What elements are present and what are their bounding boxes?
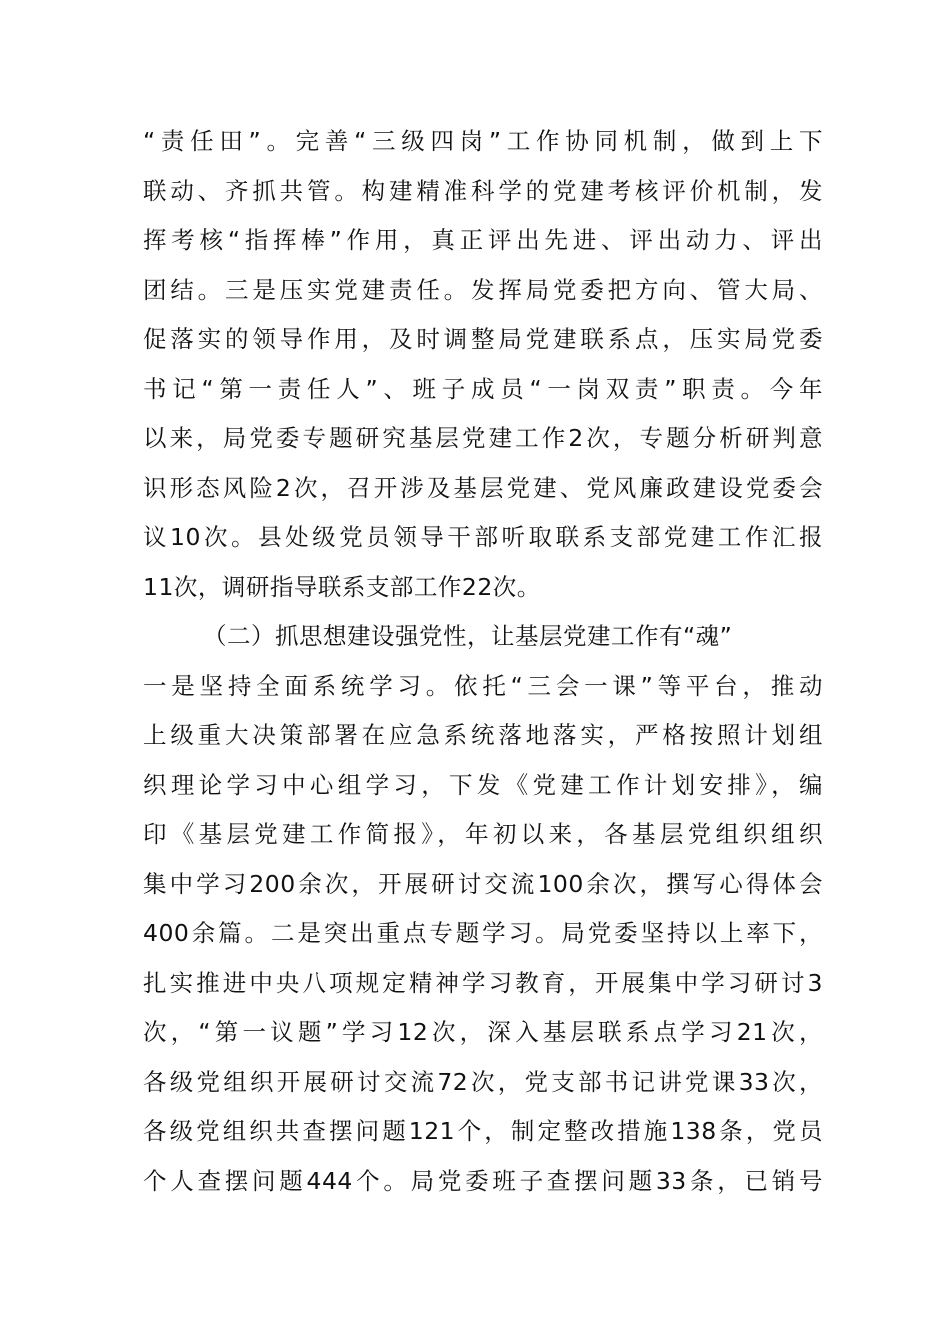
text-line: 各级党组织共查摆问题121个，制定整改措施138条，党员 bbox=[143, 1117, 823, 1145]
text-line: 联动、齐抓共管。构建精准科学的党建考核评价机制，发 bbox=[143, 176, 823, 205]
body-text bbox=[143, 117, 823, 1206]
text-line: 一是坚持全面系统学习。依托“三会一课”等平台，推动 bbox=[143, 671, 823, 700]
text-line: 集中学习200余次，开展研讨交流100余次，撰写心得体会 bbox=[143, 869, 823, 898]
text-line: 挥考核“指挥棒”作用，真正评出先进、评出动力、评出 bbox=[143, 226, 823, 254]
text-line: 书记“第一责任人”、班子成员“一岗双责”职责。今年 bbox=[143, 374, 823, 403]
text-line: 各级党组织开展研讨交流72次，党支部书记讲党课33次， bbox=[143, 1067, 823, 1096]
text-line: 扎实推进中央八项规定精神学习教育，开展集中学习研讨3 bbox=[143, 968, 823, 997]
text-line: 织理论学习中心组学习，下发《党建工作计划安排》，编 bbox=[143, 770, 823, 799]
text-line: 400余篇。二是突出重点专题学习。局党委坚持以上率下， bbox=[143, 919, 823, 947]
text-line: 团结。三是压实党建责任。发挥局党委把方向、管大局、 bbox=[143, 275, 823, 304]
text-line: 印《基层党建工作简报》，年初以来，各基层党组织组织 bbox=[143, 820, 823, 848]
text-line: 识形态风险2次，召开涉及基层党建、党风廉政建设党委会 bbox=[143, 473, 823, 502]
text-line: 以来，局党委专题研究基层党建工作2次，专题分析研判意 bbox=[143, 424, 823, 452]
text-line: 促落实的领导作用，及时调整局党建联系点，压实局党委 bbox=[143, 325, 823, 353]
text-line: “责任田”。完善“三级四岗”工作协同机制，做到上下 bbox=[143, 127, 823, 155]
section-heading: （二）抓思想建设强党性，让基层党建工作有“魂” bbox=[203, 622, 733, 650]
text-line: 次，“第一议题”学习12次，深入基层联系点学习21次， bbox=[143, 1018, 823, 1046]
text-line: 议10次。县处级党员领导干部听取联系支部党建工作汇报 bbox=[143, 523, 823, 551]
text-line: 11次，调研指导联系支部工作22次。 bbox=[143, 572, 541, 601]
text-line: 个人查摆问题444个。局党委班子查摆问题33条，已销号 bbox=[143, 1166, 823, 1195]
text-line: 上级重大决策部署在应急系统落地落实，严格按照计划组 bbox=[143, 721, 823, 749]
